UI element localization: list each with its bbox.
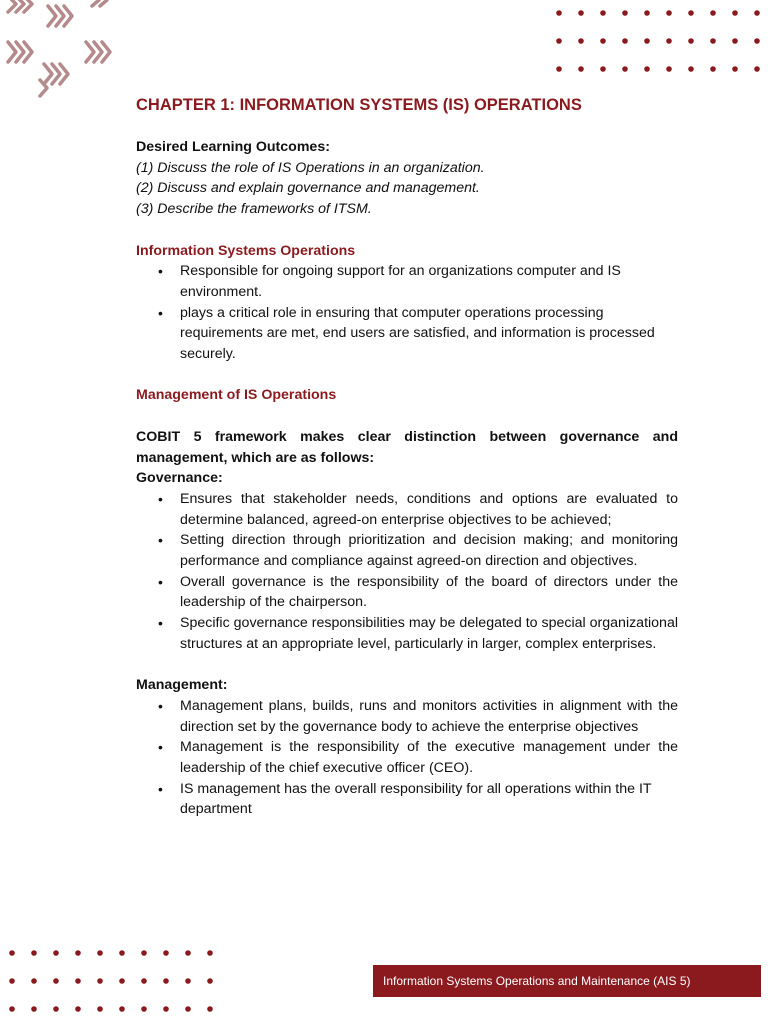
decor-dot: [732, 10, 738, 16]
decor-dot: [732, 66, 738, 72]
decor-dot: [666, 66, 672, 72]
decor-dot: [644, 10, 650, 16]
decor-dot: [9, 1006, 15, 1012]
dot-grid-bottom-icon: [0, 944, 230, 1020]
list-item: • Management is the responsibility of the executive management under the leadership of the chief executive officer (CEO).: [180, 737, 678, 778]
decor-dot: [97, 1006, 103, 1012]
is-operations-list: [136, 261, 678, 365]
decor-dot: [119, 978, 125, 984]
list-item: • plays a critical role in ensuring that computer operations processing requirements are met, end users are satisfied, and information is processed securely.: [180, 303, 678, 365]
management-of-is-heading: Management of IS Operations: [136, 387, 337, 404]
decor-dot: [556, 66, 562, 72]
decor-dot: [578, 10, 584, 16]
decor-dot: [185, 978, 191, 984]
chevron-pattern-icon: [0, 0, 130, 100]
decor-dot: [688, 66, 694, 72]
decor-dot: [644, 38, 650, 44]
decor-dot: [732, 38, 738, 44]
decor-dot: [97, 978, 103, 984]
page-title: CHAPTER 1: INFORMATION SYSTEMS (IS) OPERATIONS: [136, 96, 582, 114]
decor-dot: [163, 950, 169, 956]
list-item: • IS management has the overall responsibility for all operations within the IT department: [180, 779, 678, 820]
decor-dot: [31, 950, 37, 956]
management-heading: Management:: [136, 677, 228, 694]
decor-dot: [185, 950, 191, 956]
decor-dot: [207, 950, 213, 956]
decor-dot: [97, 950, 103, 956]
decor-dot: [754, 38, 760, 44]
decor-dot: [119, 1006, 125, 1012]
decor-dot: [31, 1006, 37, 1012]
decor-dot: [622, 38, 628, 44]
decor-dot: [119, 950, 125, 956]
decor-dot: [578, 66, 584, 72]
list-item: • Management plans, builds, runs and monitors activities in alignment with the direction set by the governance body to achieve the enterprise objectives: [180, 696, 678, 737]
decor-dot: [556, 10, 562, 16]
decor-dot: [622, 10, 628, 16]
list-item: • Setting direction through prioritization and decision making; and monitoring performance and compliance against agreed-on direction and objectives.: [180, 530, 678, 571]
decor-dot: [9, 950, 15, 956]
decor-dot: [622, 66, 628, 72]
list-item: • Responsible for ongoing support for an organizations computer and IS environment.: [180, 261, 678, 302]
document-body: [136, 94, 678, 820]
decor-dot: [207, 978, 213, 984]
decor-dot: [710, 66, 716, 72]
decor-dot: [666, 38, 672, 44]
decor-dot: [688, 38, 694, 44]
is-operations-heading: Information Systems Operations: [136, 242, 356, 259]
list-item: • Overall governance is the responsibility of the board of directors under the leadership of the chairperson.: [180, 572, 678, 613]
decor-dot: [185, 1006, 191, 1012]
decor-dot: [53, 1006, 59, 1012]
dot-grid-top-icon: [548, 4, 768, 80]
decor-dot: [556, 38, 562, 44]
management-list: [136, 696, 678, 820]
decor-dot: [75, 1006, 81, 1012]
decor-dot: [688, 10, 694, 16]
decor-dot: [600, 10, 606, 16]
list-item: • Specific governance responsibilities may be delegated to special organizational structures at an appropriate level, particularly in larger, complex enterprises.: [180, 613, 678, 654]
list-item: • Ensures that stakeholder needs, conditions and options are evaluated to determine balanced, agreed-on enterprise objectives to be achieved;: [180, 489, 678, 530]
learning-outcome-item: (2) Discuss and explain governance and management.: [136, 180, 480, 197]
learning-outcome-item: (1) Discuss the role of IS Operations in an organization.: [136, 159, 485, 176]
decor-dot: [53, 978, 59, 984]
governance-heading: Governance:: [136, 470, 223, 487]
decor-dot: [31, 978, 37, 984]
decor-dot: [53, 950, 59, 956]
decor-dot: [163, 978, 169, 984]
decor-dot: [600, 38, 606, 44]
decor-dot: [141, 950, 147, 956]
learning-outcomes-heading: Desired Learning Outcomes:: [136, 139, 330, 155]
decor-dot: [710, 38, 716, 44]
decor-dot: [207, 1006, 213, 1012]
learning-outcome-item: (3) Describe the frameworks of ITSM.: [136, 201, 372, 218]
footer-text: Information Systems Operations and Maintenance (AIS 5): [383, 974, 691, 988]
decor-dot: [754, 66, 760, 72]
decor-dot: [666, 10, 672, 16]
decor-dot: [141, 1006, 147, 1012]
decor-dot: [163, 1006, 169, 1012]
decor-dot: [644, 66, 650, 72]
decor-dot: [600, 66, 606, 72]
decor-dot: [578, 38, 584, 44]
decor-dot: [141, 978, 147, 984]
decor-dot: [710, 10, 716, 16]
decor-dot: [75, 950, 81, 956]
cobit-intro: COBIT 5 framework makes clear distinction between governance and management, which are as follows:: [136, 428, 678, 466]
decor-dot: [75, 978, 81, 984]
decor-dot: [9, 978, 15, 984]
footer-banner: [373, 965, 761, 997]
governance-list: [136, 489, 678, 655]
decor-dot: [754, 10, 760, 16]
